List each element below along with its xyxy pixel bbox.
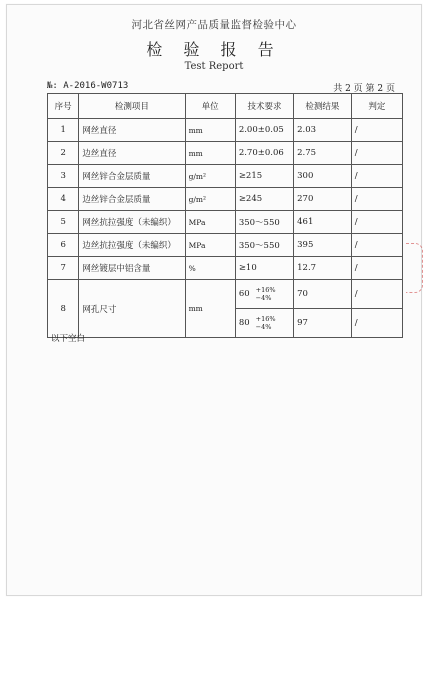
mesh-nominal: 80 <box>238 318 250 328</box>
org-name: 河北省丝网产品质量监督检验中心 <box>131 19 297 31</box>
row-unit: mm <box>185 142 235 165</box>
report-page <box>6 4 422 596</box>
row-no: 1 <box>48 119 79 142</box>
row-no: 3 <box>48 165 79 188</box>
col-header-judgement: 判定 <box>351 94 402 119</box>
report-title: 检 验 报 告 <box>146 40 282 59</box>
row-requirement: 350～550 <box>235 234 293 257</box>
row-item: 网孔尺寸 <box>79 280 185 338</box>
col-header-result: 检测结果 <box>294 94 352 119</box>
mesh-requirement <box>235 309 293 338</box>
mesh-result: 70 <box>294 280 352 309</box>
row-item: 网丝直径 <box>79 119 185 142</box>
mesh-tol-minus: −4% <box>255 323 272 331</box>
row-no: 4 <box>48 188 79 211</box>
report-number: №: A-2016-W0713 <box>47 81 129 91</box>
row-item: 边丝直径 <box>79 142 185 165</box>
row-unit: mm <box>185 119 235 142</box>
row-item: 网丝锌合金层质量 <box>79 165 185 188</box>
row-no: 8 <box>48 280 79 338</box>
row-no: 5 <box>48 211 79 234</box>
table-row <box>48 142 403 165</box>
page-info: 共 2 页 第 2 页 <box>333 84 395 94</box>
row-unit: g/m² <box>185 188 235 211</box>
row-requirement: ≥10 <box>235 257 293 280</box>
row-item: 网丝镀层中铝含量 <box>79 257 185 280</box>
row-judgement: / <box>351 234 402 257</box>
row-item: 边丝抗拉强度（未编织） <box>79 234 185 257</box>
row-unit: mm <box>185 280 235 338</box>
table-row <box>48 211 403 234</box>
row-judgement: / <box>351 257 402 280</box>
row-result: 12.7 <box>294 257 352 280</box>
table-row <box>48 234 403 257</box>
row-judgement: / <box>351 211 402 234</box>
mesh-tol-minus: −4% <box>255 294 272 302</box>
row-judgement: / <box>351 188 402 211</box>
mesh-judgement: / <box>351 280 402 309</box>
col-header-item: 检测项目 <box>79 94 185 119</box>
seal-stamp-partial <box>406 243 423 293</box>
mesh-requirement <box>235 280 293 309</box>
row-no: 6 <box>48 234 79 257</box>
blank-below-note: 以下空白 <box>51 334 86 344</box>
col-header-unit: 单位 <box>185 94 235 119</box>
results-table <box>47 93 403 338</box>
row-result: 270 <box>294 188 352 211</box>
row-result: 395 <box>294 234 352 257</box>
mesh-nominal: 60 <box>238 289 250 299</box>
col-header-no: 序号 <box>48 94 79 119</box>
row-requirement: ≥245 <box>235 188 293 211</box>
row-judgement: / <box>351 165 402 188</box>
row-result: 2.03 <box>294 119 352 142</box>
row-requirement: ≥215 <box>235 165 293 188</box>
col-header-requirement: 技术要求 <box>235 94 293 119</box>
row-result: 300 <box>294 165 352 188</box>
table-row-mesh <box>48 280 403 309</box>
row-result: 461 <box>294 211 352 234</box>
row-result: 2.75 <box>294 142 352 165</box>
row-requirement: 2.70±0.06 <box>235 142 293 165</box>
mesh-tol-plus: +16% <box>255 286 276 294</box>
row-unit: g/m² <box>185 165 235 188</box>
table-row <box>48 165 403 188</box>
row-no: 7 <box>48 257 79 280</box>
mesh-tol-plus: +16% <box>255 315 276 323</box>
row-no: 2 <box>48 142 79 165</box>
row-unit: % <box>185 257 235 280</box>
row-item: 边丝锌合金层质量 <box>79 188 185 211</box>
mesh-result: 97 <box>294 309 352 338</box>
row-judgement: / <box>351 142 402 165</box>
row-requirement: 350～550 <box>235 211 293 234</box>
report-subtitle: Test Report <box>184 61 244 72</box>
table-header-row <box>48 94 403 119</box>
row-unit: MPa <box>185 234 235 257</box>
table-row <box>48 257 403 280</box>
table-row <box>48 119 403 142</box>
row-unit: MPa <box>185 211 235 234</box>
row-requirement: 2.00±0.05 <box>235 119 293 142</box>
mesh-judgement: / <box>351 309 402 338</box>
row-judgement: / <box>351 119 402 142</box>
row-item: 网丝抗拉强度（未编织） <box>79 211 185 234</box>
table-row <box>48 188 403 211</box>
